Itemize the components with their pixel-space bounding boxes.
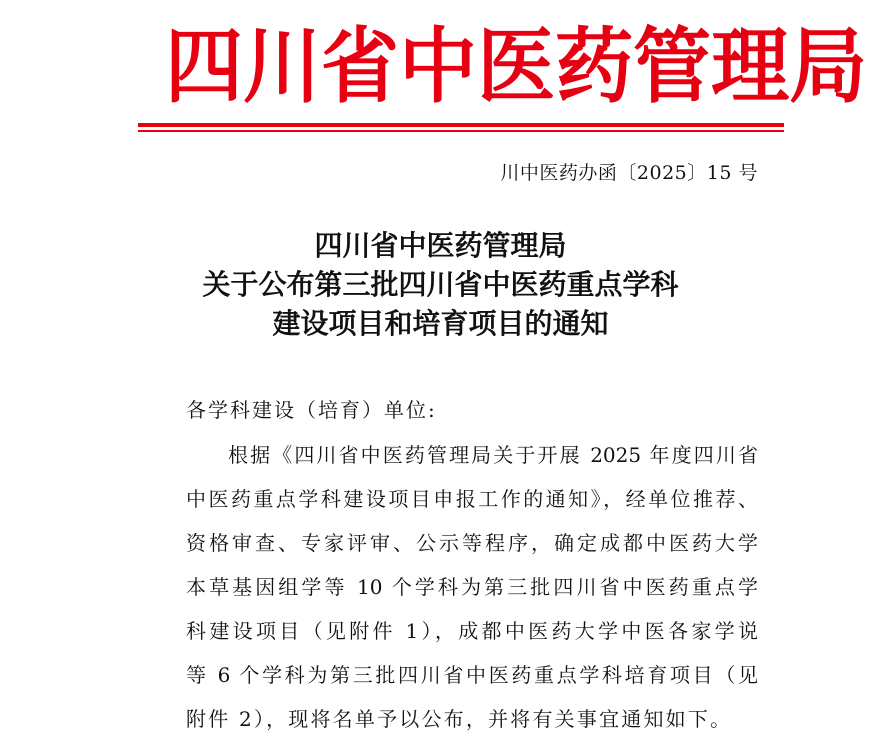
body-line: 等 6 个学科为第三批四川省中医药重点学科培育项目（见	[186, 663, 758, 687]
body-line: 附件 2），现将名单予以公布，并将有关事宜通知如下。	[186, 707, 733, 731]
masthead-rule-thin	[138, 130, 784, 132]
body-line: 根据《四川省中医药管理局关于开展 2025 年度四川省	[228, 443, 758, 467]
salutation: 各学科建设（培育）单位:	[186, 398, 437, 422]
masthead-char: 局	[789, 19, 868, 115]
issuer-masthead	[165, 19, 868, 115]
title-line: 四川省中医药管理局	[314, 229, 567, 262]
masthead-char: 管	[633, 19, 712, 115]
document-number: 川中医药办函〔2025〕15 号	[500, 162, 758, 184]
body-line: 本草基因组学等 10 个学科为第三批四川省中医药重点学	[186, 575, 758, 599]
masthead-rule-thick	[138, 123, 784, 127]
body-line: 中医药重点学科建设项目申报工作的通知》，经单位推荐、	[186, 487, 758, 511]
masthead-char: 中	[399, 19, 478, 115]
body-line: 资格审查、专家评审、公示等程序，确定成都中医药大学	[186, 531, 758, 555]
masthead-char: 省	[321, 19, 400, 115]
title-line: 建设项目和培育项目的通知	[272, 307, 609, 340]
masthead-char: 药	[555, 19, 634, 115]
body-line: 科建设项目（见附件 1），成都中医药大学中医各家学说	[186, 619, 758, 643]
masthead-char: 理	[711, 19, 790, 115]
document-title	[0, 226, 881, 343]
masthead-char: 四	[165, 19, 244, 115]
masthead-char: 医	[477, 19, 556, 115]
title-line: 关于公布第三批四川省中医药重点学科	[202, 268, 679, 301]
masthead-char: 川	[243, 19, 322, 115]
